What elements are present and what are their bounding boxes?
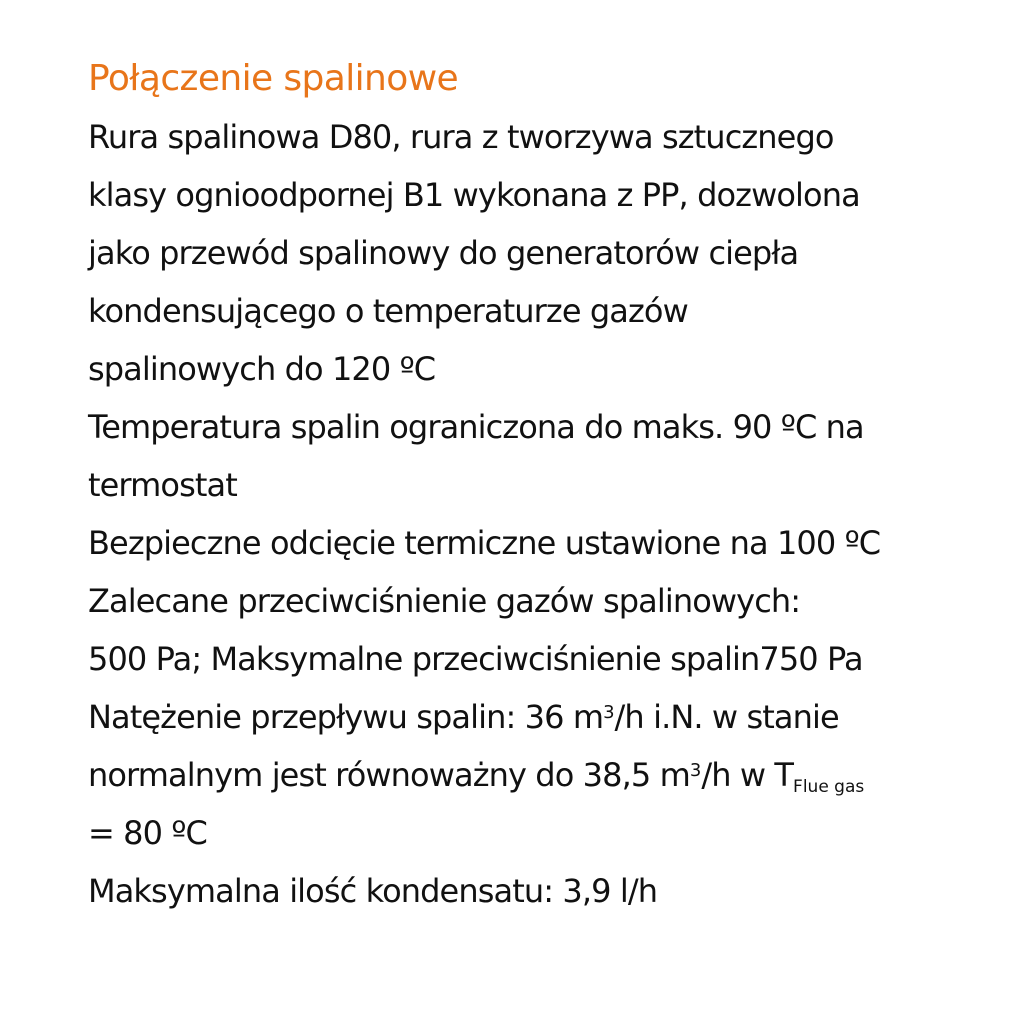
spec-line: Rura spalinowa D80, rura z tworzywa sztucznego (88, 118, 834, 156)
spec-line: jako przewód spalinowy do generatorów ciepła (88, 234, 799, 272)
equivalent-flow-text: normalnym jest równoważny do 38,5 m (88, 756, 690, 794)
spec-block (88, 50, 988, 920)
spec-line: Maksymalna ilość kondensatu: 3,9 l/h (88, 872, 658, 910)
equivalent-flow-line (88, 746, 988, 804)
spec-line: = 80 ºC (88, 814, 207, 852)
equivalent-flow-exponent: 3 (689, 760, 702, 781)
spec-line: kondensującego o temperaturze gazów (88, 292, 688, 330)
flow-rate-exponent: 3 (603, 702, 615, 723)
spec-line: Temperatura spalin ograniczona do maks. 90 ºC na (88, 408, 864, 446)
spec-line: Bezpieczne odcięcie termiczne ustawione na 100 ºC (88, 524, 881, 562)
section-heading: Połączenie spalinowe (88, 58, 459, 99)
flow-rate-text-suffix: /h i.N. w stanie (614, 698, 839, 736)
spec-line: 500 Pa; Maksymalne przeciwciśnienie spalin750 Pa (88, 640, 863, 678)
flue-gas-subscript: Flue gas (793, 777, 865, 797)
spec-line: klasy ognioodpornej B1 wykonana z PP, dozwolona (88, 176, 860, 214)
flow-rate-line (88, 688, 988, 746)
equivalent-flow-text-middle: /h w T (701, 756, 794, 794)
flow-rate-text: Natężenie przepływu spalin: 36 m (88, 698, 604, 736)
spec-line: spalinowych do 120 ºC (88, 350, 436, 388)
spec-line: termostat (88, 466, 237, 504)
spec-line: Zalecane przeciwciśnienie gazów spalinowych: (88, 582, 801, 620)
